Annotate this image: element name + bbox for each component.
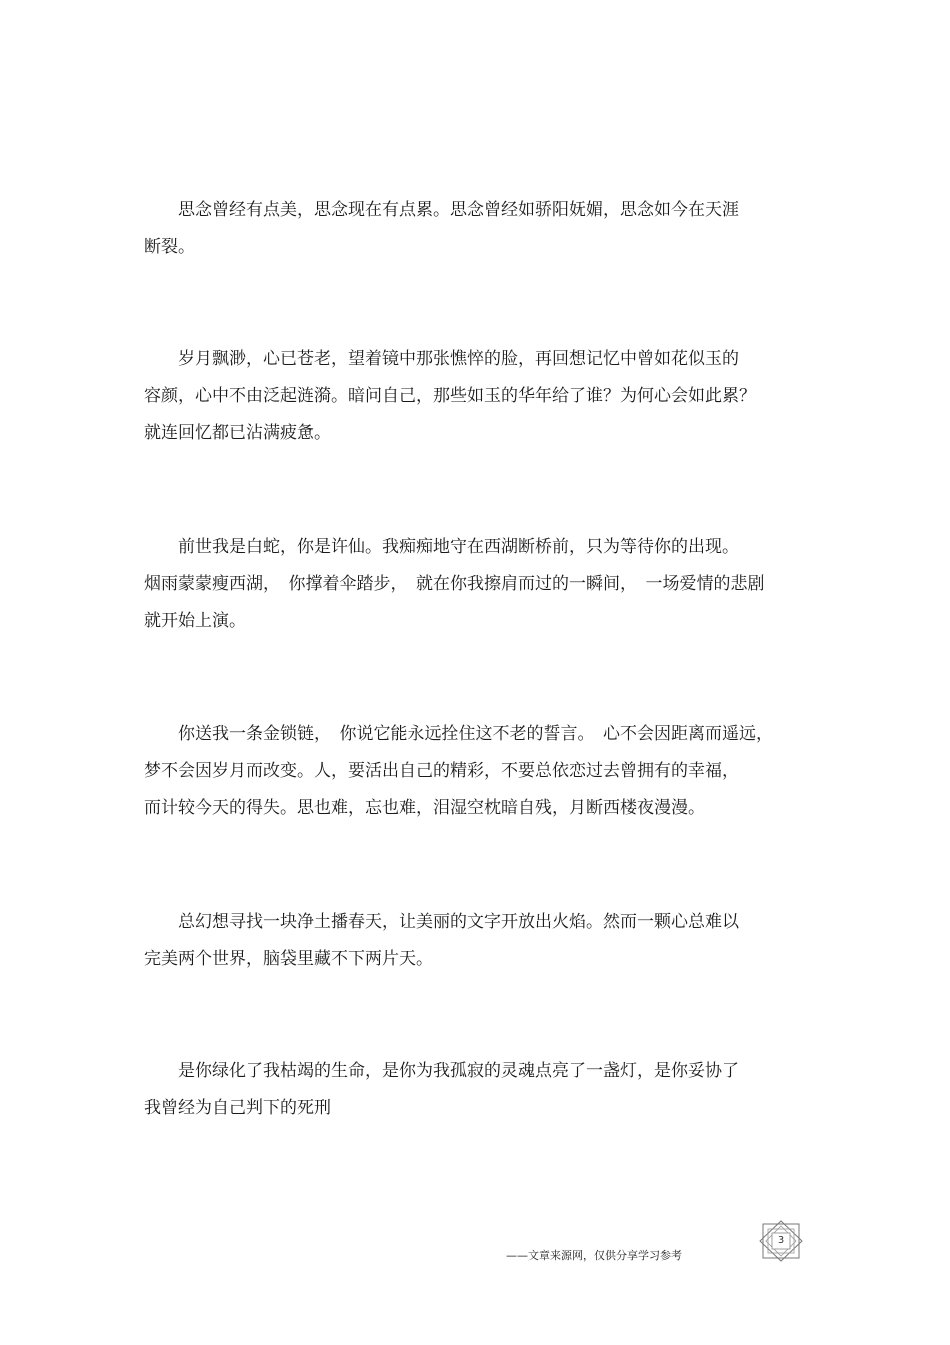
paragraph-line: 而计较今天的得失。思也难，忘也难，泪湿空枕暗自残，月断西楼夜漫漫。: [144, 798, 705, 818]
paragraph-line: 完美两个世界，脑袋里藏不下两片天。: [144, 949, 433, 969]
paragraph-line: 前世我是白蛇，你是许仙。我痴痴地守在西湖断桥前，只为等待你的出现。: [178, 537, 739, 557]
paragraph-line: 思念曾经有点美，思念现在有点累。思念曾经如骄阳妩媚，思念如今在天涯: [178, 200, 739, 220]
footer-source-note: ——文章来源网，仅供分享学习参考: [506, 1249, 682, 1262]
paragraph-line: 你送我一条金锁链， 你说它能永远拴住这不老的誓言。 心不会因距离而遥远，: [178, 724, 773, 744]
paragraph-line: 就连回忆都已沾满疲惫。: [144, 423, 331, 443]
paragraph-line: 岁月飘渺，心已苍老，望着镜中那张憔悴的脸，再回想记忆中曾如花似玉的: [178, 349, 739, 369]
page-number: 3: [777, 1235, 785, 1246]
paragraph-line: 就开始上演。: [144, 611, 246, 631]
page-number-badge: [758, 1220, 804, 1262]
paragraph-6: [144, 1053, 814, 1127]
paragraph-line: 梦不会因岁月而改变。人，要活出自己的精彩，不要总依恋过去曾拥有的幸福，: [144, 761, 739, 781]
paragraph-line: 烟雨蒙蒙瘦西湖， 你撑着伞踏步， 就在你我擦肩而过的一瞬间， 一场爱情的悲剧: [144, 574, 765, 594]
paragraph-5: [144, 904, 814, 978]
paragraph-4: [144, 716, 814, 827]
paragraph-line: 是你绿化了我枯竭的生命，是你为我孤寂的灵魂点亮了一盏灯，是你妥协了: [178, 1061, 739, 1081]
paragraph-line: 断裂。: [144, 237, 195, 257]
paragraph-3: [144, 529, 814, 640]
paragraph-line: 总幻想寻找一块净土播春天，让美丽的文字开放出火焰。然而一颗心总难以: [178, 912, 739, 932]
paragraph-2: [144, 341, 814, 452]
paragraph-1: [144, 192, 814, 266]
paragraph-line: 我曾经为自己判下的死刑: [144, 1098, 331, 1118]
paragraph-line: 容颜，心中不由泛起涟漪。暗问自己，那些如玉的华年给了谁？为何心会如此累？: [144, 386, 756, 406]
